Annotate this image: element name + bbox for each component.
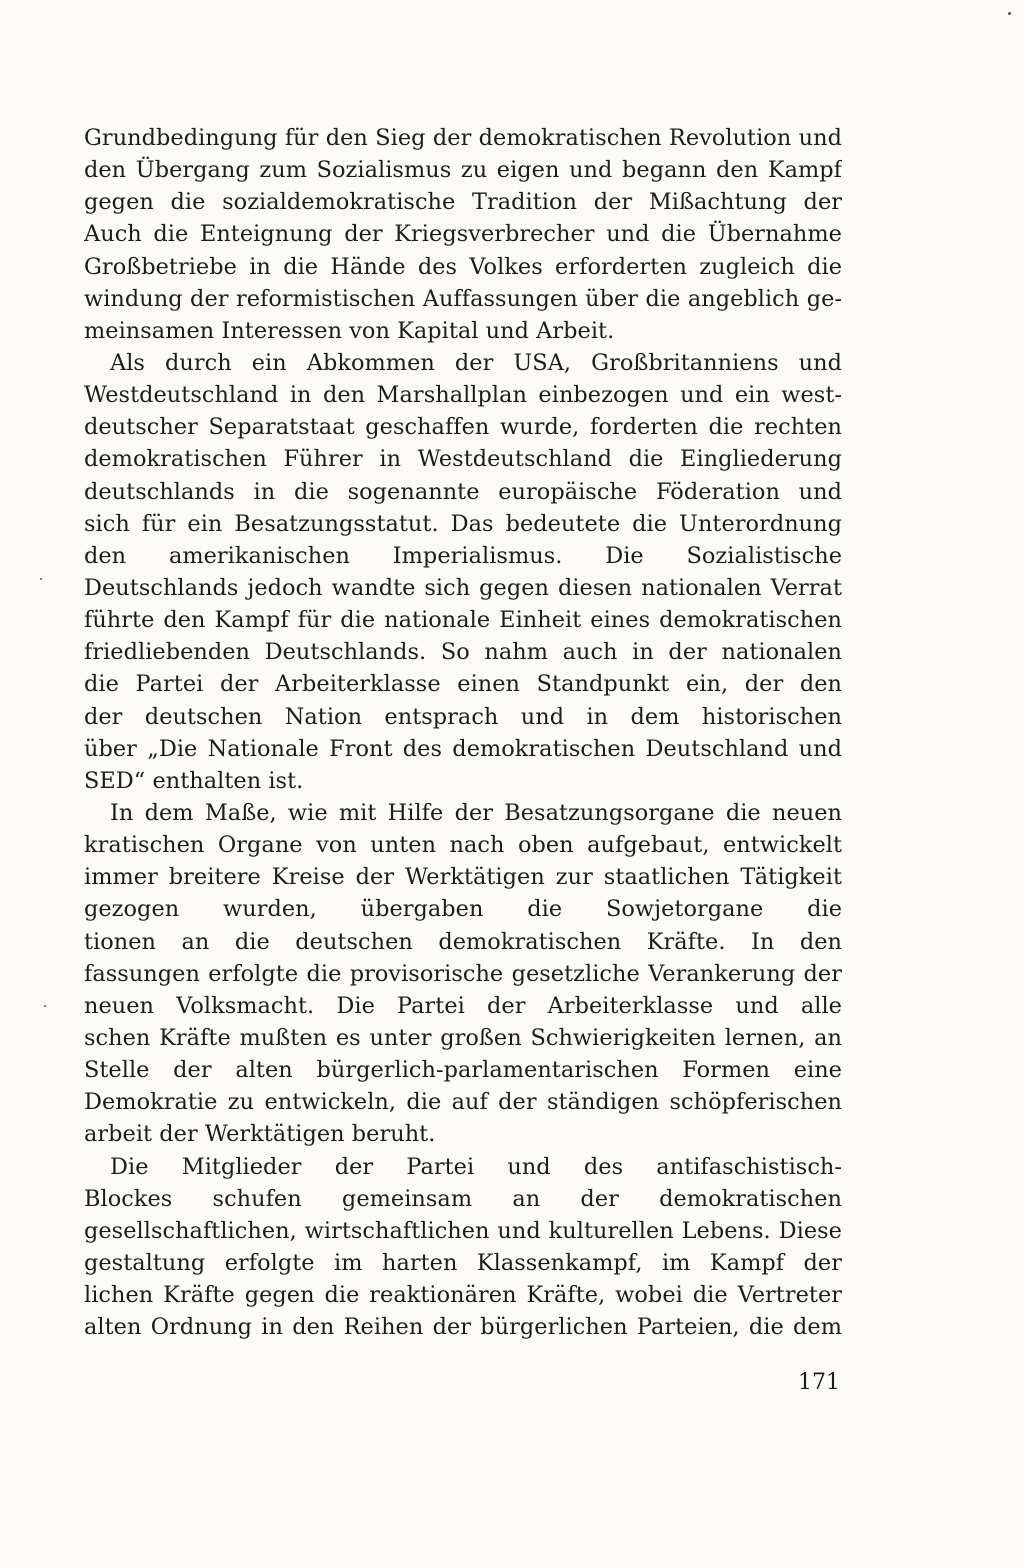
text-line: Großbetriebe in die Hände des Volkes erforderten zugleich die	[84, 253, 842, 280]
text-line: gezogen wurden, übergaben die Sowjetorgane die	[84, 896, 842, 923]
paragraph	[84, 1151, 842, 1344]
text-line: deutschlands in die sogenannte europäische Föderation und	[84, 478, 842, 505]
page-number: 171	[798, 1370, 840, 1395]
text-line: Als durch ein Abkommen der USA, Großbritanniens und	[110, 349, 842, 376]
paper-speck	[1008, 12, 1011, 15]
text-line: arbeit der Werktätigen beruht.	[84, 1121, 436, 1148]
text-line: den Übergang zum Sozialismus zu eigen und begann den Kampf	[84, 157, 842, 184]
text-line: immer breitere Kreise der Werktätigen zur staatlichen Tätigkeit	[84, 864, 842, 891]
text-line: Deutschlands jedoch wandte sich gegen diesen nationalen Verrat	[84, 574, 842, 601]
paper-speck	[40, 578, 42, 580]
paragraph	[84, 122, 842, 347]
text-line: über „Die Nationale Front des demokratischen Deutschland und	[84, 735, 842, 762]
text-line: Stelle der alten bürgerlich-parlamentarischen Formen eine	[84, 1057, 842, 1084]
text-line: Blockes schufen gemeinsam an der demokratischen	[84, 1185, 842, 1212]
text-line: In dem Maße, wie mit Hilfe der Besatzungsorgane die neuen	[110, 799, 842, 826]
text-line: neuen Volksmacht. Die Partei der Arbeiterklasse und alle	[84, 992, 842, 1019]
text-line: tionen an die deutschen demokratischen Kräfte. In den	[84, 928, 842, 955]
text-line: fassungen erfolgte die provisorische gesetzliche Verankerung der	[84, 960, 842, 987]
text-line: führte den Kampf für die nationale Einheit eines demokratischen	[84, 607, 842, 634]
paragraph	[84, 347, 842, 797]
text-line: den amerikanischen Imperialismus. Die Sozialistische	[84, 542, 842, 569]
text-line: deutscher Separatstaat geschaffen wurde, forderten die rechten	[84, 414, 842, 441]
text-line: Westdeutschland in den Marshallplan einbezogen und ein west-	[84, 382, 842, 409]
text-line: gegen die sozialdemokratische Tradition der Mißachtung der	[84, 189, 842, 216]
text-line: sich für ein Besatzungsstatut. Das bedeutete die Unterordnung	[84, 510, 842, 537]
text-line: lichen Kräfte gegen die reaktionären Kräfte, wobei die Vertreter	[84, 1282, 842, 1309]
text-line: demokratischen Führer in Westdeutschland die Eingliederung	[84, 446, 842, 473]
text-line: Grundbedingung für den Sieg der demokratischen Revolution und	[84, 125, 842, 151]
text-line: Die Mitglieder der Partei und des antifaschistisch-	[110, 1153, 842, 1180]
text-line: Auch die Enteignung der Kriegsverbrecher und die Übernahme	[84, 221, 842, 248]
body-text	[84, 122, 842, 1343]
text-line: Demokratie zu entwickeln, die auf der ständigen schöpferischen	[84, 1089, 842, 1116]
text-line: schen Kräfte mußten es unter großen Schwierigkeiten lernen, an	[84, 1024, 842, 1051]
text-line: der deutschen Nation entsprach und in dem historischen	[84, 703, 842, 730]
text-line: gesellschaftlichen, wirtschaftlichen und kulturellen Lebens. Diese	[84, 1217, 842, 1244]
text-line: gestaltung erfolgte im harten Klassenkampf, im Kampf der	[84, 1249, 842, 1276]
text-line: friedliebenden Deutschlands. So nahm auch in der nationalen	[84, 639, 842, 666]
text-line: windung der reformistischen Auffassungen über die angeblich ge-	[84, 285, 842, 312]
text-line: alten Ordnung in den Reihen der bürgerlichen Parteien, die dem	[84, 1314, 842, 1341]
text-line: meinsamen Interessen von Kapital und Arbeit.	[84, 317, 615, 344]
paragraph	[84, 797, 842, 1151]
paper-speck	[44, 1005, 46, 1007]
text-line: SED“ enthalten ist.	[84, 767, 304, 794]
text-line: die Partei der Arbeiterklasse einen Standpunkt ein, der den	[84, 671, 842, 698]
text-line: kratischen Organe von unten nach oben aufgebaut, entwickelt	[84, 832, 842, 859]
